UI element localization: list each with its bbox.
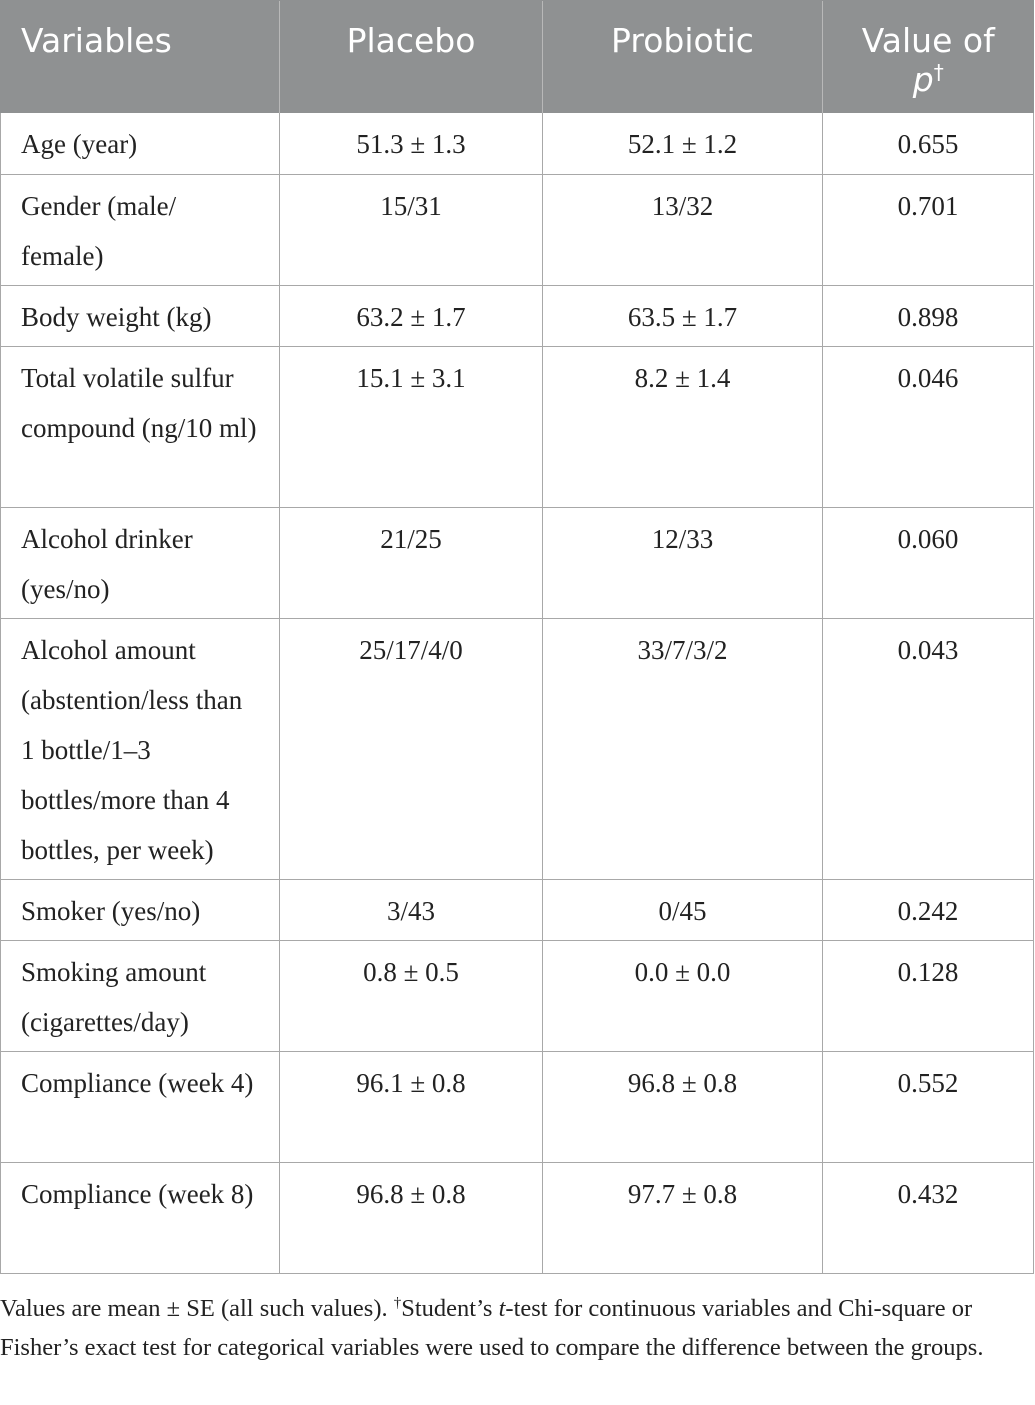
variable-cell [1,285,280,346]
variable-cell [1,1051,280,1162]
p-value-cell-text: 0.060 [897,523,959,554]
p-value-cell-text: 0.128 [897,956,959,987]
probiotic-cell-text: 0/45 [658,895,707,926]
probiotic-cell-text: 12/33 [651,523,714,554]
probiotic-cell-text: 8.2 ± 1.4 [634,362,731,393]
header-variables-label: Variables [21,21,172,60]
probiotic-cell-text: 96.8 ± 0.8 [627,1067,738,1098]
placebo-cell [280,1162,543,1273]
header-p-value-label [823,1,1034,99]
p-value-cell [823,285,1034,346]
footnote-part-2: Student’s [401,1295,499,1322]
table-row [1,618,1034,879]
probiotic-cell-text: 63.5 ± 1.7 [627,301,738,332]
p-value-cell [823,1051,1034,1162]
variable-cell [1,618,280,879]
header-probiotic-label: Probiotic [611,21,754,60]
placebo-cell-text: 21/25 [380,523,442,554]
footnote-part-1: Values are mean ± SE (all such values). [0,1295,394,1322]
placebo-cell [280,618,543,879]
placebo-cell [280,174,543,285]
table-row [1,507,1034,618]
variable-cell-text: Smoking amount (cigarettes/day) [21,956,207,1037]
table-row [1,1051,1034,1162]
footnote-t-symbol: t [498,1295,506,1322]
variable-cell-text: Body weight (kg) [21,301,212,332]
header-row [1,1,1034,114]
p-value-cell-text: 0.552 [897,1067,959,1098]
p-value-cell [823,1162,1034,1273]
probiotic-cell [543,346,823,507]
table-row [1,940,1034,1051]
placebo-cell-text: 25/17/4/0 [359,634,463,665]
table-row [1,879,1034,940]
probiotic-cell [543,940,823,1051]
variable-cell [1,1162,280,1273]
variable-cell-text: Compliance (week 4) [21,1067,254,1098]
p-value-cell [823,618,1034,879]
variable-cell-text: Alcohol amount (abstention/less than 1 bottle/1–3 bottles/more than 4 bottles, per week) [21,634,243,865]
p-value-cell [823,507,1034,618]
header-p-value [823,1,1034,114]
placebo-cell [280,940,543,1051]
header-probiotic [543,1,823,114]
placebo-cell [280,113,543,174]
placebo-cell-text: 96.1 ± 0.8 [356,1067,466,1098]
variable-cell [1,879,280,940]
placebo-cell-text: 51.3 ± 1.3 [356,129,466,159]
p-value-cell-text: 0.898 [897,301,959,332]
footnote-dagger: † [393,1294,402,1311]
probiotic-cell-text: 52.1 ± 1.2 [627,129,738,159]
variable-cell-text: Total volatile sulfur compound (ng/10 ml) [21,362,257,443]
header-variables [1,1,280,114]
probiotic-cell-text: 13/32 [651,190,714,221]
probiotic-cell [543,174,823,285]
table-header [1,1,1034,114]
variable-cell-text: Alcohol drinker (yes/no) [21,523,193,604]
placebo-cell [280,879,543,940]
table-row [1,113,1034,174]
placebo-cell-text: 0.8 ± 0.5 [363,956,459,987]
header-p-value-prefix: Value of [861,21,995,60]
p-value-cell [823,174,1034,285]
probiotic-cell [543,879,823,940]
p-value-cell-text: 0.046 [897,362,959,393]
probiotic-cell-text: 0.0 ± 0.0 [634,956,731,987]
p-value-cell [823,940,1034,1051]
p-value-cell [823,879,1034,940]
probiotic-cell-text: 97.7 ± 0.8 [627,1178,738,1209]
probiotic-cell [543,618,823,879]
header-dagger: † [933,60,944,84]
placebo-cell [280,285,543,346]
placebo-cell-text: 96.8 ± 0.8 [356,1178,466,1209]
variable-cell [1,940,280,1051]
footnote-part-3: -test for continuous variables and Chi-square or Fisher’s exact test for categorical variables were used to compare the difference between the groups. [0,1295,984,1361]
p-value-cell-text: 0.242 [897,895,959,926]
p-value-cell-text: 0.432 [897,1178,959,1209]
variable-cell [1,507,280,618]
table-row [1,285,1034,346]
probiotic-cell [543,1051,823,1162]
placebo-cell-text: 15/31 [380,190,442,221]
probiotic-cell [543,285,823,346]
variable-cell-text: Smoker (yes/no) [21,895,201,926]
variable-cell-text: Age (year) [21,129,138,159]
table-body [1,113,1034,1273]
table-row [1,1162,1034,1273]
p-value-cell [823,113,1034,174]
table-row [1,174,1034,285]
header-p-symbol: p [912,60,934,99]
placebo-cell [280,1051,543,1162]
probiotic-cell [543,1162,823,1273]
placebo-cell [280,507,543,618]
p-value-cell-text: 0.043 [897,634,959,665]
variable-cell [1,346,280,507]
placebo-cell [280,346,543,507]
placebo-cell-text: 3/43 [386,895,435,926]
p-value-cell-text: 0.655 [897,129,959,159]
header-placebo-label: Placebo [346,21,476,60]
table-row [1,346,1034,507]
header-placebo [280,1,543,114]
variable-cell-text: Compliance (week 8) [21,1178,254,1209]
placebo-cell-text: 63.2 ± 1.7 [356,301,466,332]
placebo-cell-text: 15.1 ± 3.1 [356,362,466,393]
variable-cell [1,174,280,285]
probiotic-cell [543,507,823,618]
p-value-cell-text: 0.701 [897,190,959,221]
table-footnote [0,1290,1030,1367]
probiotic-cell [543,113,823,174]
probiotic-cell-text: 33/7/3/2 [637,634,728,665]
variable-cell-text: Gender (male/ female) [21,190,177,271]
variable-cell [1,113,280,174]
p-value-cell [823,346,1034,507]
